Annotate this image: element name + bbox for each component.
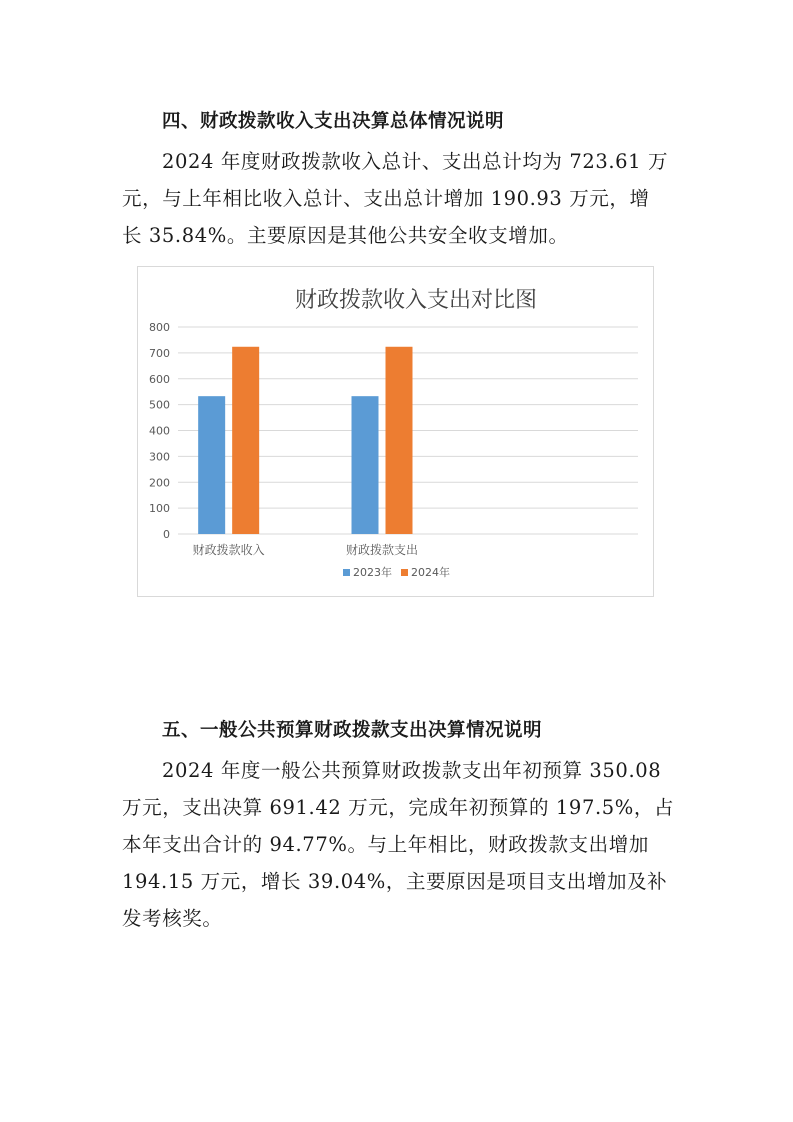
y-tick-label: 800	[149, 321, 170, 334]
y-tick-label: 400	[149, 424, 170, 438]
section-4-line: 长 35.84%。主要原因是其他公共安全收支增加。	[122, 224, 569, 247]
legend-label: 2023年	[353, 566, 392, 579]
y-tick-label: 500	[149, 398, 170, 412]
section-4-line: 元，与上年相比收入总计、支出总计增加 190.93 万元，增	[122, 187, 650, 210]
y-tick-label: 300	[149, 450, 170, 464]
chart-container	[137, 266, 654, 597]
bar-chart	[138, 267, 653, 596]
chart-title: 财政拨款收入支出对比图	[294, 288, 538, 313]
section-5-line: 发考核奖。	[122, 907, 223, 930]
y-tick-label: 200	[149, 476, 170, 490]
legend-label: 2024年	[411, 566, 450, 579]
section-5-heading: 五、一般公共预算财政拨款支出决算情况说明	[162, 720, 543, 741]
bar	[198, 396, 225, 534]
section-5-line: 万元，支出决算 691.42 万元，完成年初预算的 197.5%，占	[122, 796, 675, 819]
section-5-line: 2024 年度一般公共预算财政拨款支出年初预算 350.08	[162, 759, 662, 782]
legend-swatch	[343, 569, 350, 576]
section-4-heading: 四、财政拨款收入支出决算总体情况说明	[162, 111, 505, 132]
section-4-line: 2024 年度财政拨款收入总计、支出总计均为 723.61 万	[162, 150, 669, 173]
legend-swatch	[401, 569, 408, 576]
y-tick-label: 600	[149, 372, 170, 386]
x-category-label: 财政拨款支出	[345, 543, 419, 557]
y-tick-label: 700	[149, 346, 170, 360]
section-5-line: 本年支出合计的 94.77%。与上年相比，财政拨款支出增加	[122, 833, 649, 856]
y-tick-label: 0	[163, 528, 170, 541]
y-tick-label: 100	[149, 502, 170, 516]
x-category-label: 财政拨款收入	[192, 543, 265, 557]
bar	[232, 347, 259, 534]
bar	[386, 347, 413, 534]
bar	[352, 396, 379, 534]
section-5-line: 194.15 万元，增长 39.04%，主要原因是项目支出增加及补	[122, 870, 668, 893]
